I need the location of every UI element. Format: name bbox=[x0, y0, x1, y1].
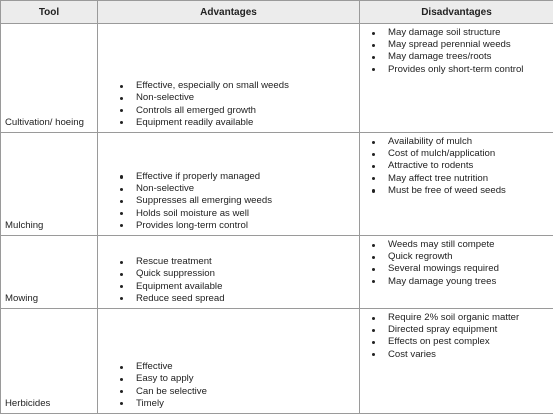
table-row-mulching bbox=[1, 133, 553, 236]
tool-cell: Mulching bbox=[1, 133, 98, 236]
advantage-item: Rescue treatment bbox=[118, 256, 355, 268]
disadvantage-item: May spread perennial weeds bbox=[370, 39, 551, 51]
table-header bbox=[1, 1, 553, 24]
tool-cell: Herbicides bbox=[1, 309, 98, 414]
disadvantage-item: Must be free of weed seeds bbox=[370, 185, 551, 197]
disadvantages-cell bbox=[360, 309, 553, 414]
disadvantage-item: Several mowings required bbox=[370, 263, 551, 275]
disadvantage-item: Cost of mulch/application bbox=[370, 148, 551, 160]
disadvantage-item: Weeds may still compete bbox=[370, 239, 551, 251]
advantage-item: Easy to apply bbox=[118, 373, 355, 385]
disadvantage-item: May damage young trees bbox=[370, 276, 551, 288]
advantage-item: Provides long-term control bbox=[118, 220, 355, 232]
disadvantage-item: Provides only short-term control bbox=[370, 64, 551, 76]
disadvantage-item: May affect tree nutrition bbox=[370, 173, 551, 185]
advantage-item: Timely bbox=[118, 398, 355, 410]
disadvantage-item: May damage soil structure bbox=[370, 27, 551, 39]
disadvantage-item: Cost varies bbox=[370, 349, 551, 361]
table-row-cultivation bbox=[1, 24, 553, 133]
disadvantage-item: May damage trees/roots bbox=[370, 51, 551, 63]
disadvantages-list bbox=[360, 312, 551, 361]
disadvantages-cell bbox=[360, 133, 553, 236]
advantage-item: Reduce seed spread bbox=[118, 293, 355, 305]
advantage-item: Non-selective bbox=[118, 92, 355, 104]
advantage-item: Quick suppression bbox=[118, 268, 355, 280]
advantages-cell bbox=[98, 236, 360, 309]
advantages-cell bbox=[98, 309, 360, 414]
disadvantages-list bbox=[360, 239, 551, 288]
disadvantage-item: Effects on pest complex bbox=[370, 336, 551, 348]
advantage-item: Effective, especially on small weeds bbox=[118, 80, 355, 92]
header-advantages: Advantages bbox=[98, 1, 360, 24]
disadvantage-item: Directed spray equipment bbox=[370, 324, 551, 336]
table-body bbox=[1, 24, 553, 414]
disadvantages-cell bbox=[360, 24, 553, 133]
header-tool: Tool bbox=[1, 1, 98, 24]
tool-cell: Mowing bbox=[1, 236, 98, 309]
advantages-list bbox=[98, 80, 355, 129]
table-row-mowing bbox=[1, 236, 553, 309]
disadvantages-cell bbox=[360, 236, 553, 309]
advantage-item: Non-selective bbox=[118, 183, 355, 195]
advantage-item: Suppresses all emerging weeds bbox=[118, 195, 355, 207]
advantages-list bbox=[98, 256, 355, 305]
advantages-list bbox=[98, 171, 355, 232]
table-row-herbicides bbox=[1, 309, 553, 414]
advantages-cell bbox=[98, 133, 360, 236]
disadvantages-list bbox=[360, 27, 551, 76]
tool-cell: Cultivation/ hoeing bbox=[1, 24, 98, 133]
advantage-item: Can be selective bbox=[118, 386, 355, 398]
disadvantage-item: Attractive to rodents bbox=[370, 160, 551, 172]
header-disadvantages: Disadvantages bbox=[360, 1, 553, 24]
advantage-item: Equipment readily available bbox=[118, 117, 355, 129]
advantage-item: Effective bbox=[118, 361, 355, 373]
disadvantage-item: Availability of mulch bbox=[370, 136, 551, 148]
disadvantage-item: Require 2% soil organic matter bbox=[370, 312, 551, 324]
advantage-item: Holds soil moisture as well bbox=[118, 208, 355, 220]
disadvantage-item: Quick regrowth bbox=[370, 251, 551, 263]
advantages-list bbox=[98, 361, 355, 410]
disadvantages-list bbox=[360, 136, 551, 197]
advantage-item: Effective if properly managed bbox=[118, 171, 355, 183]
advantages-cell bbox=[98, 24, 360, 133]
advantage-item: Equipment available bbox=[118, 281, 355, 293]
advantage-item: Controls all emerged growth bbox=[118, 105, 355, 117]
header-row bbox=[1, 1, 553, 24]
